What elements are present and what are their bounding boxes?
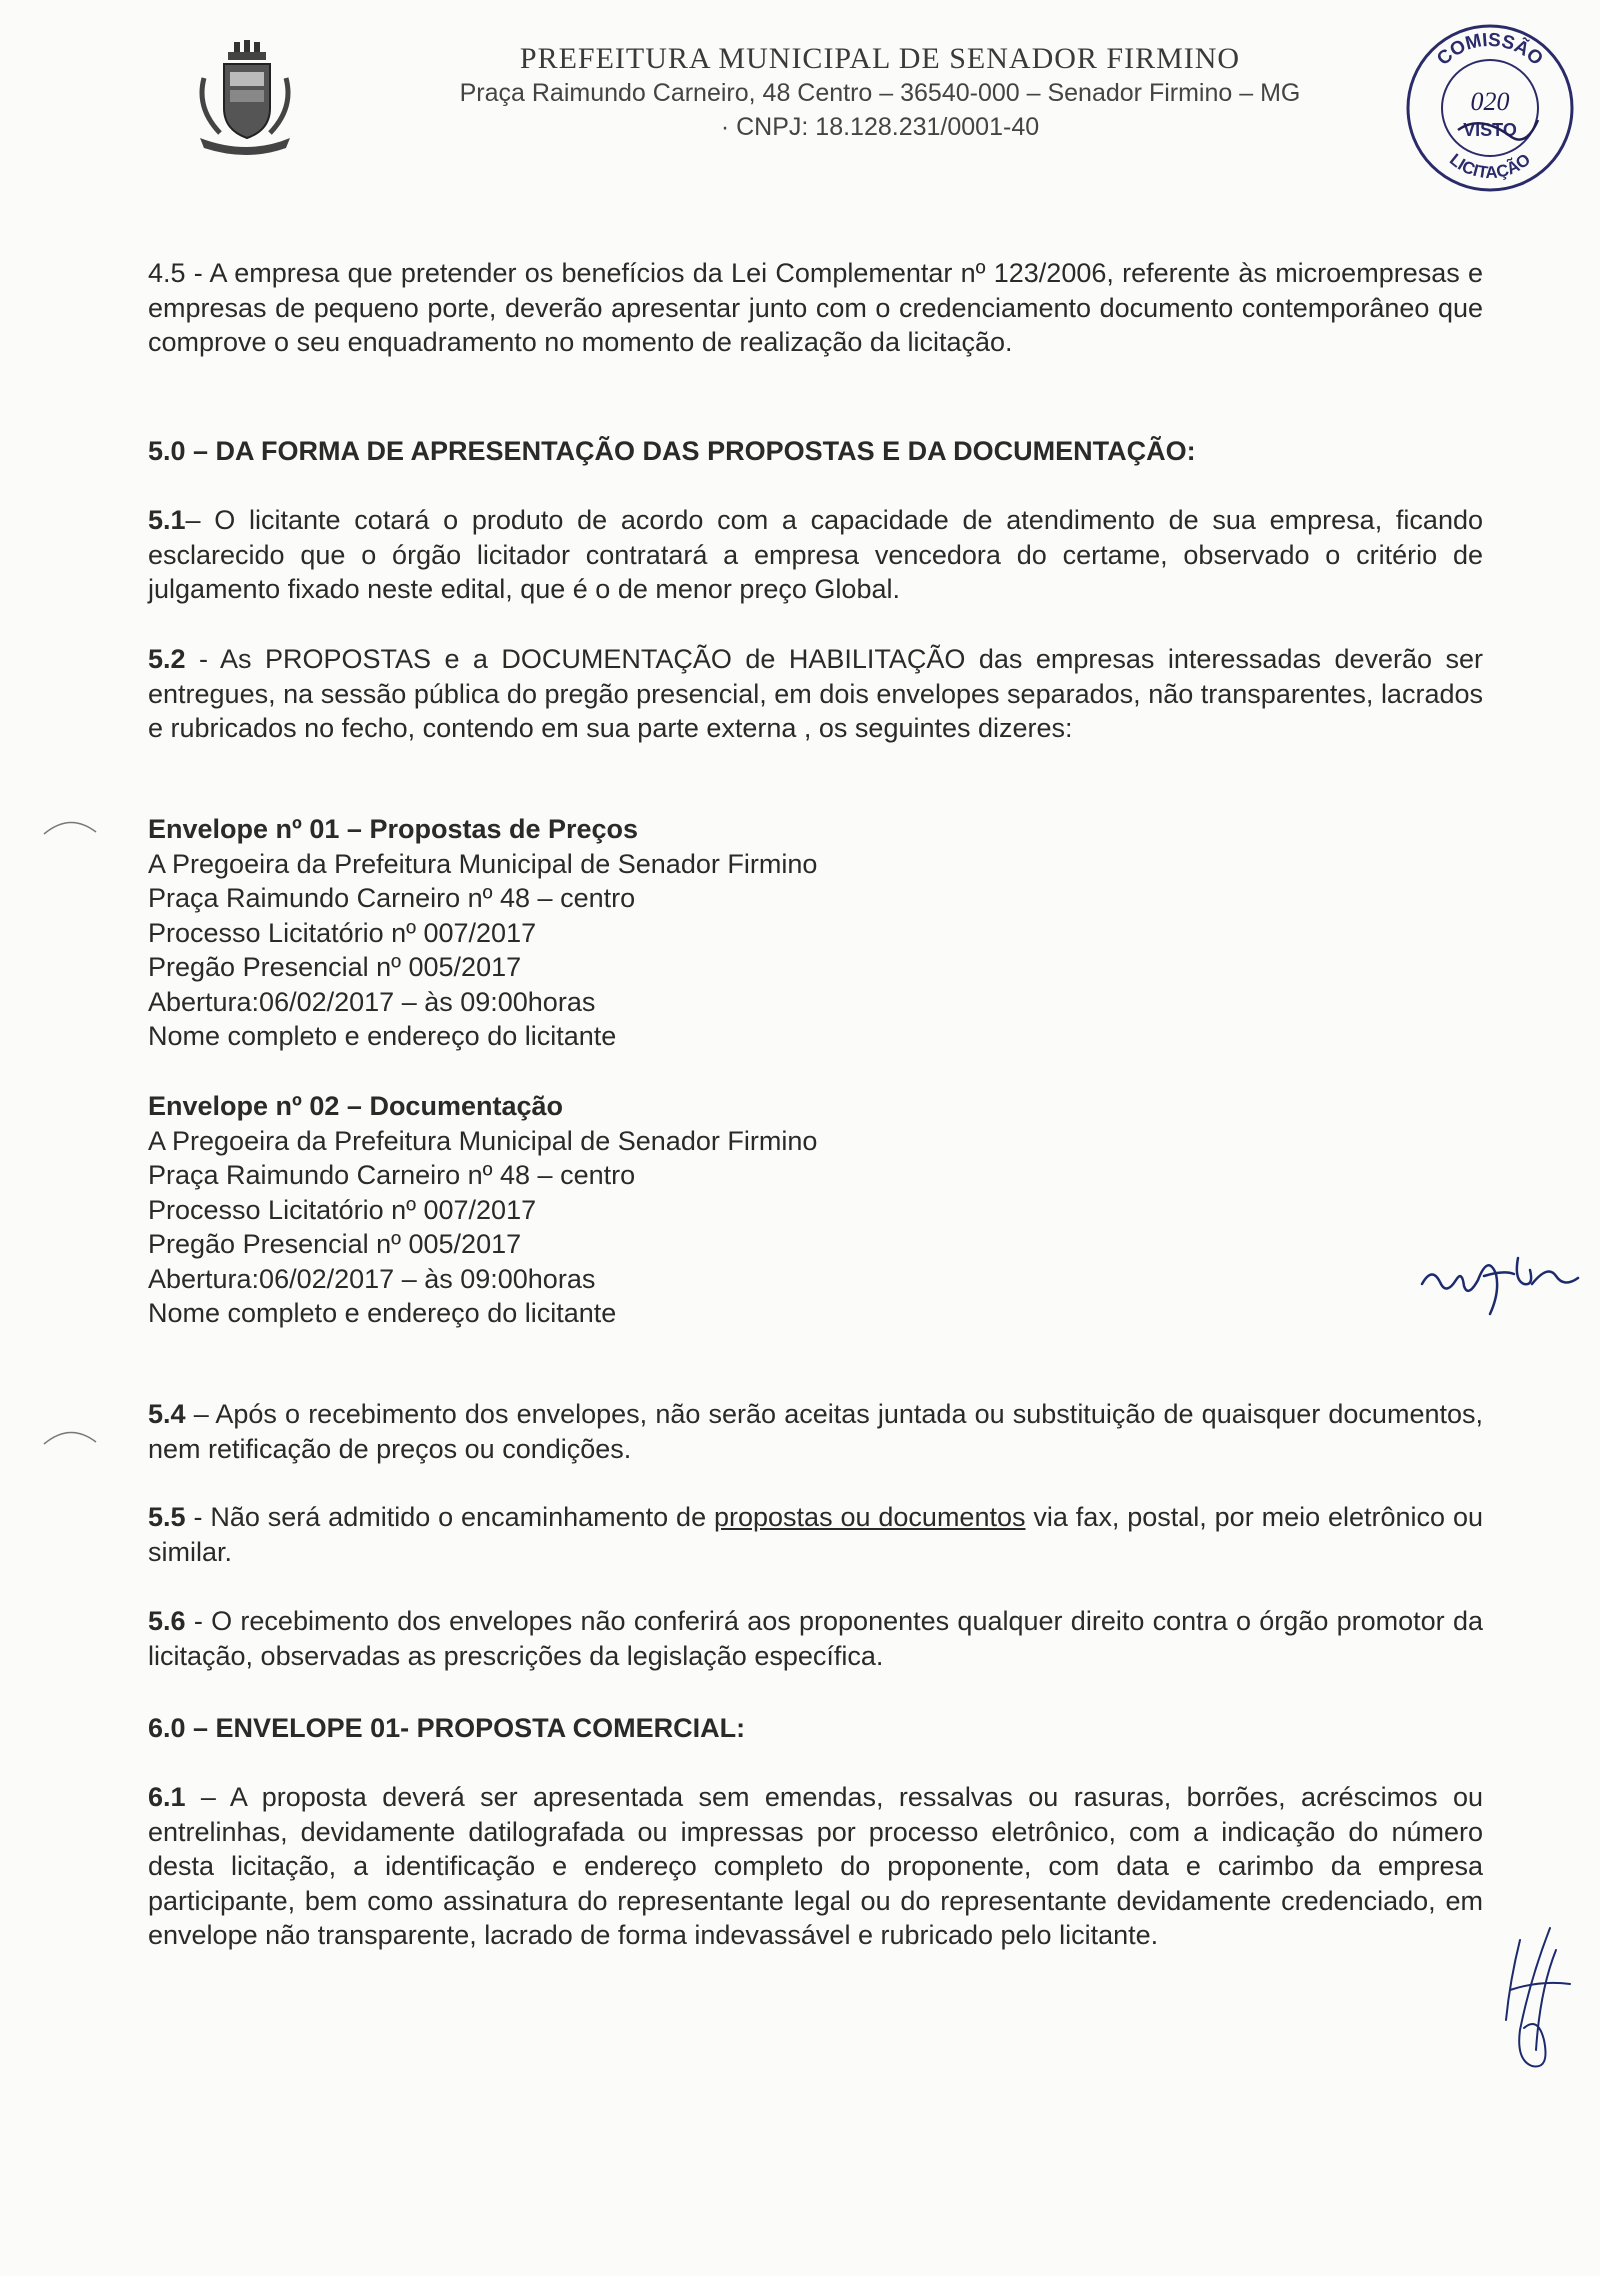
envelope-line: Pregão Presencial nº 005/2017: [148, 1229, 522, 1259]
envelope-title: Envelope nº 01 – Propostas de Preços: [148, 814, 639, 844]
paragraph-5-6: [148, 1604, 1483, 1673]
paragraph-number: 5.6: [148, 1606, 186, 1636]
paragraph-5-4: [148, 1397, 1483, 1466]
paragraph-4-5: 4.5 - A empresa que pretender os benefícios da Lei Complementar nº 123/2006, referente às microempresas e empresas de pequeno porte, deverão apresentar junto com o credenciamento documento contemporâneo que comprove o seu enquadramento no momento de realização da licitação.: [148, 258, 1483, 357]
envelope-line: A Pregoeira da Prefeitura Municipal de Senador Firmino: [148, 1125, 818, 1156]
handwritten-signature: [1480, 1920, 1580, 2080]
envelope-line: Abertura:06/02/2017 – às 09:00horas: [148, 1263, 596, 1294]
envelope-02-block: [148, 1089, 1483, 1331]
paragraph-6-1: [148, 1780, 1483, 1953]
envelope-line: Pregão Presencial nº 005/2017: [148, 952, 522, 982]
paragraph-text: – A proposta deverá ser apresentada sem emendas, ressalvas ou rasuras, borrões, acréscimos ou entrelinhas, devidamente datilografada ou impressas por processo eletrônico, com a indicação do número desta licitação, a identificação e endereço completo do proponente, com data e carimbo da empresa participante, bem como assinatura do representante legal ou do representante devidamente credenciado, em envelope não transparente, lacrado de forma indevassável e rubricado pelo licitante.: [148, 1782, 1483, 1950]
letterhead-title: PREFEITURA MUNICIPAL DE SENADOR FIRMINO: [519, 42, 1241, 75]
paragraph-text: – Após o recebimento dos envelopes, não serão aceitas juntada ou substituição de quaisquer documentos, nem retificação de preços ou condições.: [148, 1399, 1483, 1464]
paragraph-number: 5.4: [148, 1399, 186, 1429]
paragraph-text: – O licitante cotará o produto de acordo com a capacidade de atendimento de sua empresa, ficando esclarecido que o órgão licitador contratará a empresa vencedora do certame, observado o critério de julgamento fixado neste edital, que é o de menor preço Global.: [148, 505, 1483, 604]
stamp-number: 020: [1470, 87, 1510, 116]
envelope-line: Praça Raimundo Carneiro nº 48 – centro: [148, 1160, 636, 1190]
envelope-title: Envelope nº 02 – Documentação: [148, 1091, 563, 1121]
paragraph-5-5: [148, 1500, 1483, 1569]
envelope-line: Praça Raimundo Carneiro nº 48 – centro: [148, 883, 636, 913]
svg-text:LICITAÇÃO: [1446, 150, 1534, 182]
paragraph-text: - Não será admitido o encaminhamento de: [185, 1502, 714, 1532]
stamp-top-text: COMISSÃO: [1433, 29, 1547, 70]
letterhead-address: Praça Raimundo Carneiro, 48 Centro – 36540-000 – Senador Firmino – MG: [459, 79, 1301, 107]
envelope-line: Abertura:06/02/2017 – às 09:00horas: [148, 986, 596, 1017]
paragraph-text: - As PROPOSTAS e a DOCUMENTAÇÃO de HABILITAÇÃO das empresas interessadas deverão ser entregues, na sessão pública do pregão presencial, em dois envelopes separados, não transparentes, lacrados e rubricados no fecho, contendo em sua parte externa , os seguintes dizeres:: [148, 644, 1483, 743]
stamp-middle-text: VISTO: [1463, 120, 1517, 140]
paragraph-number: 5.1: [148, 505, 186, 535]
commission-stamp: [1400, 18, 1580, 198]
section-heading-5-0: 5.0 – DA FORMA DE APRESENTAÇÃO DAS PROPOSTAS E DA DOCUMENTAÇÃO:: [148, 436, 1196, 466]
paragraph-number: 5.2: [148, 644, 186, 674]
envelope-line: Processo Licitatório nº 007/2017: [148, 1194, 537, 1225]
envelope-01-block: [148, 812, 1483, 1054]
envelope-line: Nome completo e endereço do licitante: [148, 1021, 617, 1051]
paragraph-text: via fax, postal, por meio eletrônico ou similar.: [148, 1502, 1484, 1567]
paragraph-text: - O recebimento dos envelopes não conferirá aos proponentes qualquer direito contra o órgão promotor da licitação, observadas as prescrições da legislação específica.: [148, 1606, 1483, 1671]
paragraph-number: 5.5: [148, 1502, 186, 1532]
stamp-bottom-text: LICITAÇÃO: [1445, 149, 1535, 183]
section-heading-6-0: 6.0 – ENVELOPE 01- PROPOSTA COMERCIAL:: [148, 1713, 746, 1743]
envelope-line: Processo Licitatório nº 007/2017: [148, 917, 537, 948]
paragraph-5-1: [148, 503, 1483, 607]
envelope-line: Nome completo e endereço do licitante: [148, 1298, 617, 1328]
paragraph-number: 6.1: [148, 1782, 186, 1812]
margin-arc-mark: [40, 1420, 100, 1450]
letterhead-cnpj: · CNPJ: 18.128.231/0001-40: [720, 113, 1040, 141]
handwritten-rubric-signature: [1418, 1240, 1588, 1320]
municipal-crest-icon: [190, 38, 300, 158]
letterhead: [400, 42, 1360, 144]
underlined-text: propostas ou documentos: [714, 1502, 1026, 1532]
envelope-line: A Pregoeira da Prefeitura Municipal de Senador Firmino: [148, 848, 818, 879]
margin-arc-mark: [40, 810, 100, 840]
paragraph-5-2: [148, 642, 1483, 746]
